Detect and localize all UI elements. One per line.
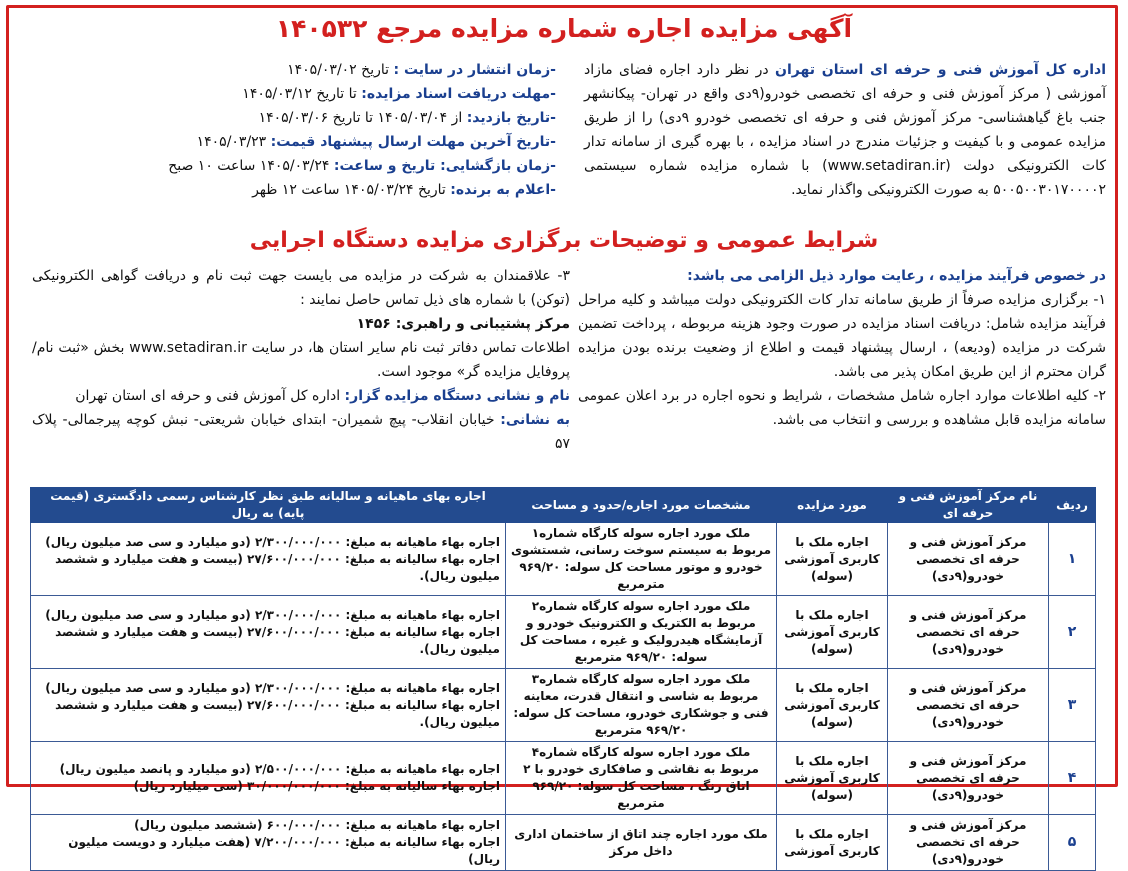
row-number: ۴ (1049, 742, 1096, 815)
date-label: -زمان انتشار در سایت : (393, 62, 556, 78)
yearly-rent: اجاره بهاء سالیانه به مبلغ: ۲۷/۶۰۰/۰۰۰/۰۰۰ (بیست و هفت میلیارد و ششصد میلیون ریال). (55, 551, 500, 583)
date-row (200, 106, 556, 130)
center-name: مرکز آموزش فنی و حرفه ای تخصصی خودرو(۹دی) (888, 596, 1049, 669)
table-row (31, 523, 1096, 596)
yearly-rent: اجاره بهاء سالیانه به مبلغ: ۳۰/۰۰۰/۰۰۰/۰۰۰ (سی میلیارد ریال) (133, 779, 500, 793)
row-number: ۱ (1049, 523, 1096, 596)
monthly-rent: اجاره بهاء ماهیانه به مبلغ: ۲/۳۰۰/۰۰۰/۰۰۰ (دو میلیارد و سی صد میلیون ریال) (45, 607, 500, 622)
yearly-rent: اجاره بهاء سالیانه به مبلغ: ۷/۲۰۰/۰۰۰/۰۰۰ (هفت میلیارد و دویست میلیون ریال) (68, 835, 500, 866)
rent-price (31, 742, 506, 815)
org-name: اداره کل آموزش فنی و حرفه ای استان تهران (775, 62, 1106, 78)
rent-price (31, 596, 506, 669)
date-value: تاریخ ۱۴۰۵/۰۳/۰۲ (287, 62, 394, 78)
monthly-rent: اجاره بهاء ماهیانه به مبلغ: ۲/۳۰۰/۰۰۰/۰۰۰ (دو میلیارد و سی صد میلیون ریال) (45, 534, 500, 549)
org-value: اداره کل آموزش فنی و حرفه ای استان تهران (75, 388, 345, 404)
auction-item: اجاره ملک با کاربری آموزشی (سوله) (777, 742, 888, 815)
header-rent-price: اجاره بهای ماهیانه و سالیانه طبق نظر کارشناس رسمی دادگستری (قیمت پایه) به ریال (31, 488, 506, 523)
address-info (32, 408, 570, 456)
condition-item-3: ۳- علاقمندان به شرکت در مزایده می بایست جهت ثبت نام و دریافت گواهی الکترونیکی (توکن) با شماره های ذیل تماس حاصل نمایند : (32, 268, 570, 308)
table-row (31, 669, 1096, 742)
yearly-rent: اجاره بهاء سالیانه به مبلغ: ۲۷/۶۰۰/۰۰۰/۰۰۰ (بیست و هفت میلیارد و ششصد میلیون ریال). (55, 697, 500, 729)
contact-info: اطلاعات تماس دفاتر ثبت نام سایر استان ها، در سایت www.setadiran.ir بخش «ثبت نام/پروفایل مزایده گر» موجود است. (32, 340, 570, 380)
item-specs: ملک مورد اجاره چند اتاق از ساختمان اداری داخل مرکز (506, 815, 777, 871)
item-specs: ملک مورد اجاره سوله کارگاه شماره۴ مربوط به نقاشی و صافکاری خودرو با ۲ اتاق رنگ ، مساحت کل سوله: ۹۶۹/۲۰ مترمربع (506, 742, 777, 815)
conditions-heading: در خصوص فرآیند مزایده ، رعایت موارد ذیل الزامی می باشد: (687, 268, 1106, 284)
date-row (168, 154, 556, 178)
row-number: ۵ (1049, 815, 1096, 871)
rent-price (31, 815, 506, 871)
date-value: ۱۴۰۵/۰۳/۲۳ (196, 134, 271, 150)
header-auction-item: مورد مزایده (777, 488, 888, 523)
conditions-title: شرایط عمومی و توضیحات برگزاری مزایده دستگاه اجرایی (249, 228, 879, 253)
date-row (200, 178, 556, 202)
date-row (200, 82, 556, 106)
item-specs: ملک مورد اجاره سوله کارگاه شماره۲ مربوط به الکتریک و الکترونیک خودرو و آزمایشگاه هیدرولیک و غیره ، مساحت کل سوله: ۹۶۹/۲۰ مترمربع (506, 596, 777, 669)
center-name: مرکز آموزش فنی و حرفه ای تخصصی خودرو(۹دی) (888, 523, 1049, 596)
date-value: تاریخ ۱۴۰۵/۰۳/۲۴ ساعت ۱۲ ظهر (252, 182, 451, 198)
monthly-rent: اجاره بهاء ماهیانه به مبلغ: ۲/۵۰۰/۰۰۰/۰۰۰ (دو میلیارد و پانصد میلیون ریال) (59, 762, 500, 776)
header-center-name: نام مرکز آموزش فنی و حرفه ای (888, 488, 1049, 523)
center-name: مرکز آموزش فنی و حرفه ای تخصصی خودرو(۹دی) (888, 669, 1049, 742)
header-specs: مشخصات مورد اجاره/حدود و مساحت (506, 488, 777, 523)
address-label: به نشانی: (500, 412, 570, 428)
row-number: ۲ (1049, 596, 1096, 669)
auction-item: اجاره ملک با کاربری آموزشی (سوله) (777, 669, 888, 742)
monthly-rent: اجاره بهاء ماهیانه به مبلغ: ۲/۳۰۰/۰۰۰/۰۰۰ (دو میلیارد و سی صد میلیون ریال) (45, 680, 500, 695)
date-label: -تاریخ آخرین مهلت ارسال پیشنهاد قیمت: (270, 134, 556, 150)
date-label: -تاریخ بازدید: (466, 110, 556, 126)
date-value: ۱۴۰۵/۰۳/۲۴ ساعت ۱۰ صبح (168, 158, 334, 174)
table-row (31, 815, 1096, 871)
intro-text: در نظر دارد اجاره فضای مازاد آموزشی ( مرکز آموزش فنی و حرفه ای تخصصی خودرو(۹دی واقع در تهران- پیکانشهر جنب باغ گیاهشناسی- مرکز آموزش فنی و حرفه ای تخصصی خودرو ۹دی) را از طریق مزایده عمومی و با کیفیت و جزئیات مندرج در اسناد مزایده ، با بهره گیری از سامانه تدار کات الکترونیکی دولت (www.setadiran.ir) با شماره مزایده شماره سیستمی ۵۰۰۵۰۰۳۰۱۷۰۰۰۰۲ به صورت الکترونیکی واگذار نماید. (584, 62, 1107, 198)
center-name: مرکز آموزش فنی و حرفه ای تخصصی خودرو(۹دی) (888, 742, 1049, 815)
table-header-row (31, 488, 1096, 523)
date-row (200, 58, 556, 82)
date-label: -مهلت دریافت اسناد مزایده: (361, 86, 556, 102)
auction-items-table (30, 487, 1096, 871)
table-row (31, 596, 1096, 669)
rent-price (31, 669, 506, 742)
dates-list (168, 58, 556, 202)
auction-item: اجاره ملک با کاربری آموزشی (سوله) (777, 523, 888, 596)
auction-item: اجاره ملک با کاربری آموزشی (سوله) (777, 596, 888, 669)
item-specs: ملک مورد اجاره سوله کارگاه شماره۳ مربوط به شاسی و انتقال قدرت، معاینه فنی و جوشکاری خودرو، مساحت کل سوله: ۹۶۹/۲۰ مترمربع (506, 669, 777, 742)
support-center: مرکز پشتیبانی و راهبری: ۱۴۵۶ (356, 316, 570, 332)
intro-paragraph (584, 58, 1106, 202)
conditions-left-column (32, 264, 570, 456)
date-value: از ۱۴۰۵/۰۳/۰۴ تا تاریخ ۱۴۰۵/۰۳/۰۶ (258, 110, 467, 126)
row-number: ۳ (1049, 669, 1096, 742)
item-specs: ملک مورد اجاره سوله کارگاه شماره۱ مربوط به سیستم سوخت رسانی، شستشوی خودرو و موتور مساحت کل سوله: ۹۶۹/۲۰ مترمربع (506, 523, 777, 596)
auction-item: اجاره ملک با کاربری آموزشی (777, 815, 888, 871)
conditions-right-column (578, 264, 1106, 432)
org-info (32, 384, 570, 408)
address-value: خیابان انقلاب- پیچ شمیران- ابتدای خیابان شریعتی- نبش کوچه پیرجمالی- پلاک ۵۷ (32, 412, 570, 452)
date-label: -اعلام به برنده: (450, 182, 556, 198)
monthly-rent: اجاره بهاء ماهیانه به مبلغ: ۶۰۰/۰۰۰/۰۰۰ (ششصد میلیون ریال) (134, 818, 500, 832)
center-name: مرکز آموزش فنی و حرفه ای تخصصی خودرو(۹دی) (888, 815, 1049, 871)
table-row (31, 742, 1096, 815)
notice-title: آگهی مزایده اجاره شماره مزایده مرجع ۱۴۰۵۳۲ (275, 14, 853, 43)
org-label: نام و نشانی دستگاه مزایده گزار: (344, 388, 570, 404)
yearly-rent: اجاره بهاء سالیانه به مبلغ: ۲۷/۶۰۰/۰۰۰/۰۰۰ (بیست و هفت میلیارد و ششصد میلیون ریال). (55, 624, 500, 656)
condition-item-1: ۱- برگزاری مزایده صرفاً از طریق سامانه تدار کات الکترونیکی دولت میباشد و کلیه مراحل فرآیند مزایده شامل: دریافت اسناد مزایده در صورت وجود هزینه مربوطه ، پرداخت تضمین شرکت در مزایده (ودیعه) ، ارسال پیشنهاد قیمت و اطلاع از وضعیت برنده بودن مزایده گران محترم از این طریق امکان پذیر می باشد. (578, 292, 1106, 380)
header-row-number: ردیف (1049, 488, 1096, 523)
rent-price (31, 523, 506, 596)
date-row (196, 130, 556, 154)
condition-item-2: ۲- کلیه اطلاعات موارد اجاره شامل مشخصات ، شرایط و نحوه اجاره در برد اعلان عمومی سامانه مزایده قابل مشاهده و بررسی و انتخاب می باشد. (578, 388, 1106, 428)
date-label: -زمان بازگشایی: تاریخ و ساعت: (333, 158, 556, 174)
date-value: تا تاریخ ۱۴۰۵/۰۳/۱۲ (242, 86, 362, 102)
